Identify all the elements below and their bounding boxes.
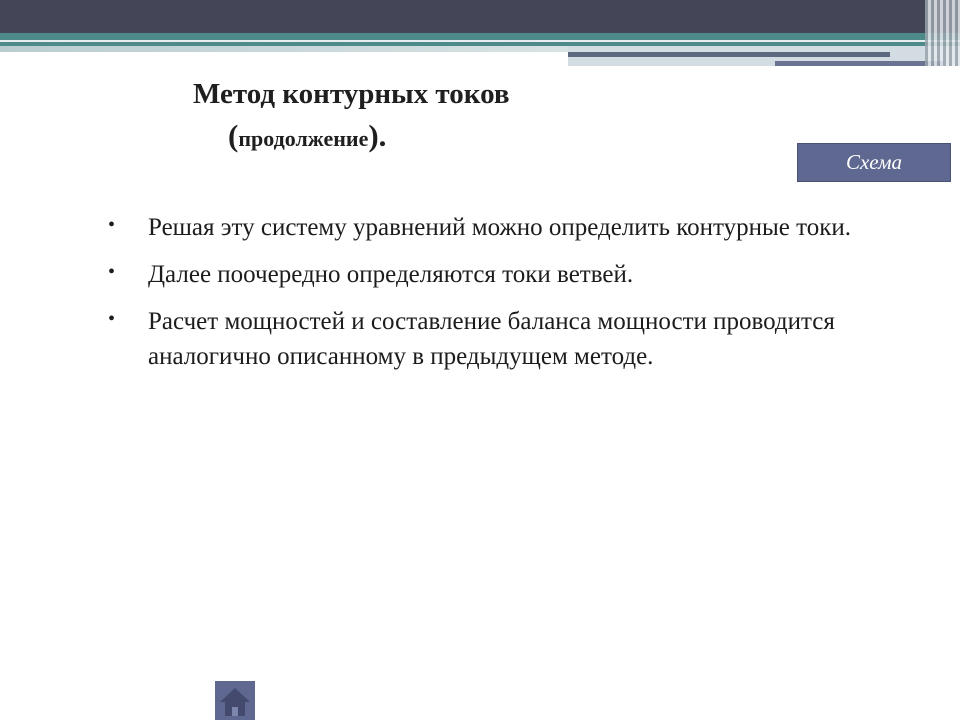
bullet-item — [108, 304, 888, 374]
bullet-text: Далее поочередно определяются токи ветвей. — [148, 261, 634, 288]
bullet-marker: • — [108, 261, 116, 283]
bullet-text: Расчет мощностей и составление баланса мощности проводится аналогично описанному в предыдущем методе. — [148, 308, 835, 370]
home-button[interactable] — [215, 681, 255, 720]
home-icon — [218, 685, 252, 717]
bullet-list — [108, 210, 888, 386]
header-fade-stripe — [0, 46, 568, 52]
subtitle-text: продолжение — [238, 126, 369, 151]
bullet-text: Решая эту систему уравнений можно определить контурные токи. — [148, 214, 852, 241]
bullet-item — [108, 257, 888, 292]
header-bar — [0, 0, 960, 33]
header-step-line — [775, 61, 943, 66]
bullet-marker: • — [108, 214, 116, 236]
slide-subtitle — [228, 118, 386, 154]
subtitle-open-paren: ( — [228, 118, 239, 153]
header-step-line — [568, 52, 890, 57]
scheme-button[interactable]: Схема — [797, 143, 951, 182]
subtitle-close-paren: ). — [368, 118, 387, 153]
bullet-item — [108, 210, 888, 245]
header-divider — [0, 40, 960, 42]
slide-title: Метод контурных токов — [193, 78, 510, 110]
header-right-stripes — [925, 0, 960, 66]
bullet-marker: • — [108, 308, 116, 330]
